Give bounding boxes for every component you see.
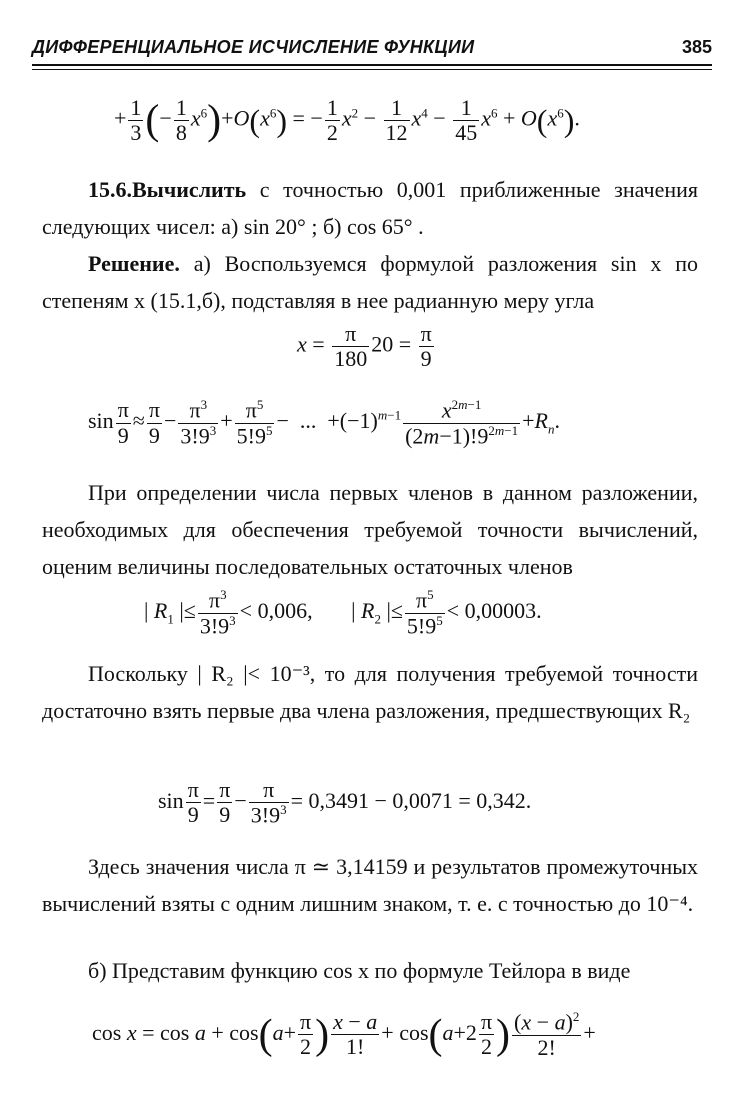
running-header: [32, 37, 712, 61]
formula-cos-taylor: cos x = cos a + cos(a+ $\frac{\pi}{2}$ ) $\frac{x - a}{1!}$ + cos(a+2 $\frac{\pi}{2}$ ) $\frac{(x - a)^2}{2!}$ +: [92, 1009, 596, 1060]
header-rule: [32, 64, 712, 66]
solution-text: а) Воспользуемся формулой разложения sin x по степеням x (15.1,б), подставляя в нее радианную меру угла: [42, 251, 698, 313]
page-number: 385: [681, 37, 712, 57]
running-title: ДИФФЕРЕНЦИАЛЬНОЕ ИСЧИСЛЕНИЕ ФУНКЦИИ: [32, 37, 475, 57]
formula-remainder-bounds: | $R_1$ |≤ $\frac{\pi^3}{3!9^3}$ < 0,006, | $R_2$ |≤ $\frac{\pi^5}{5!9^5}$ < 0,00003.: [144, 587, 542, 638]
formula-radian: x = $\frac{\pi}{180}$ 20 = $\frac{\pi}{9}$: [297, 321, 432, 372]
formula-series-continuation: + $\frac{1}{3}$ (− $\frac{1}{8}$ $x^6)+O(x^6)$ = − $\frac{1}{2}$ $x^2$ − $\frac{1}{12}$ $x^4$ − $\frac{1}{45}$ $x^6 + O(x^6)$.: [114, 95, 580, 146]
paragraph-precision-note: Здесь значения числа π ≃ 3,14159 и результатов промежуточных вычислений взяты с одним лишним знаком, т. е. с точностью до 10⁻⁴.: [42, 854, 698, 916]
paragraph-remainder-estimate: При определении числа первых членов в данном разложении, необходимых для обеспечения требуемой точности вычислений, оценим величины последовательных остаточных членов: [42, 480, 698, 579]
paragraph-accuracy: Поскольку | R₂ |< 10⁻³, то для получения требуемой точности достаточно взять первые два члена разложения, предшествующих R₂: [42, 661, 698, 723]
paragraph-part-b: б) Представим функцию cos x по формуле Тейлора в виде: [88, 958, 631, 983]
solution-intro: [42, 245, 698, 319]
problem-text: с точностью 0,001 приближенные значения следующих чисел: а) sin 20° ; б) cos 65° .: [42, 177, 698, 239]
formula-sin-series: sin $\frac{\pi}{9}$ ≈ $\frac{\pi}{9}$ − $\frac{\pi^3}{3!9^3}$ + $\frac{\pi^5}{5!9^5}$ − ... $+(-1)^{m-1}$ $\frac{x^{2m-1}}{(2m-1)!9^{2m-1}}$ $+R_n$.: [88, 397, 560, 448]
header-rule-thin: [32, 69, 712, 70]
problem-command: Вычислить: [132, 177, 247, 202]
problem-statement: [42, 171, 698, 245]
solution-label: Решение.: [88, 251, 180, 276]
problem-number: 15.6.: [88, 177, 132, 202]
formula-sin-value: sin $\frac{\pi}{9}$ = $\frac{\pi}{9}$ − $\frac{\pi}{3!9^3}$ = 0,3491 − 0,0071 = 0,342.: [158, 777, 532, 828]
